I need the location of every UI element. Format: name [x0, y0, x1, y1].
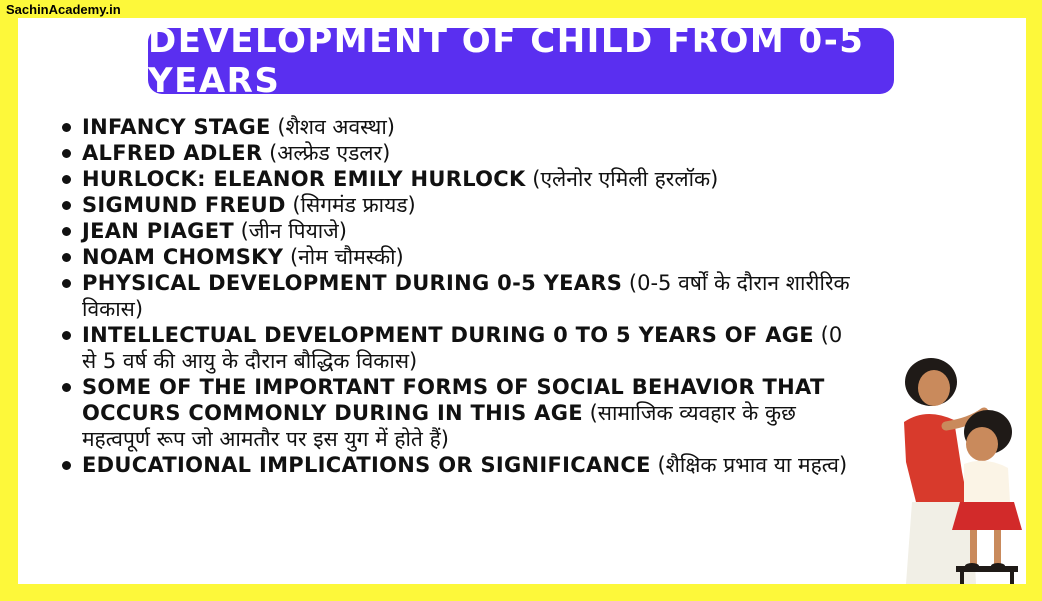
list-item: PHYSICAL DEVELOPMENT DURING 0-5 YEARS (0-5 वर्षों के दौरान शारीरिक विकास) [62, 270, 862, 322]
list-item: INFANCY STAGE (शैशव अवस्था) [62, 114, 862, 140]
child-shirt [964, 461, 1010, 502]
content-card [18, 18, 1026, 584]
list-item: SOME OF THE IMPORTANT FORMS OF SOCIAL BEHAVIOR THAT OCCURS COMMONLY DURING IN THIS AGE (सामाजिक व्यवहार के कुछ महत्वपूर्ण रूप जो आमतौर पर इस युग में होते हैं) [62, 374, 862, 452]
child-face [966, 427, 998, 461]
list-item: EDUCATIONAL IMPLICATIONS OR SIGNIFICANCE (शैक्षिक प्रभाव या महत्व) [62, 452, 862, 478]
list-item: ALFRED ADLER (अल्फ्रेड एडलर) [62, 140, 862, 166]
list-item: NOAM CHOMSKY (नोम चौमस्की) [62, 244, 862, 270]
mother-face [918, 370, 950, 406]
mother-child-illustration [876, 352, 1026, 584]
topic-list [62, 114, 862, 478]
list-item: SIGMUND FREUD (सिगमंड फ्रायड) [62, 192, 862, 218]
list-item: JEAN PIAGET (जीन पियाजे) [62, 218, 862, 244]
child-skirt [952, 502, 1022, 530]
list-item: INTELLECTUAL DEVELOPMENT DURING 0 TO 5 YEARS OF AGE (0 से 5 वर्ष की आयु के दौरान बौद्धिक विकास) [62, 322, 862, 374]
list-item: HURLOCK: ELEANOR EMILY HURLOCK (एलेनोर एमिली हरलॉक) [62, 166, 862, 192]
site-tag: SachinAcademy.in [6, 2, 121, 17]
page-title: DEVELOPMENT OF CHILD FROM 0-5 YEARS [148, 28, 894, 94]
